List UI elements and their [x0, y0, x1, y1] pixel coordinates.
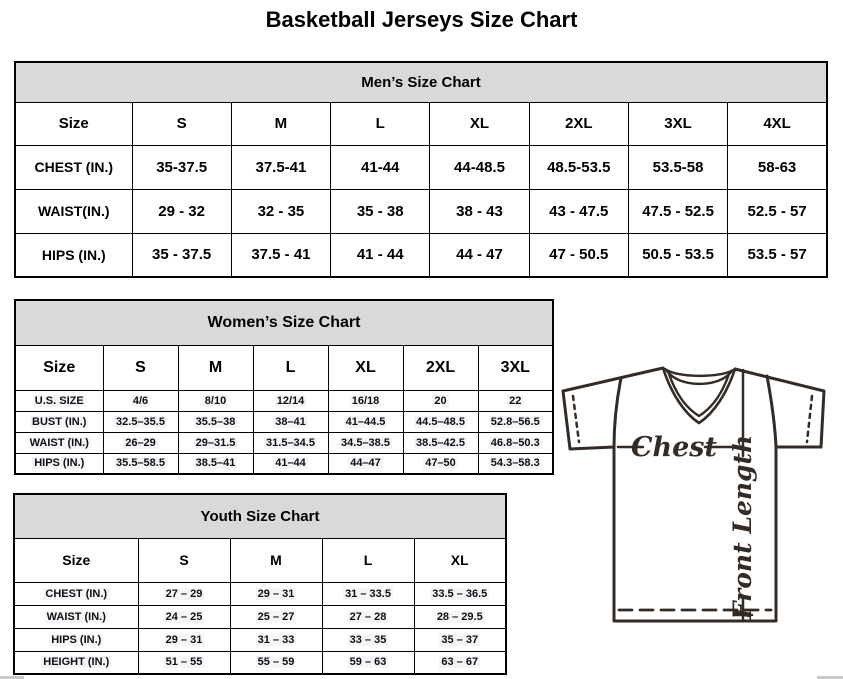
page-title: Basketball Jerseys Size Chart [265, 7, 578, 32]
cell-value: 4/6 [132, 394, 149, 407]
table-cell [253, 453, 328, 474]
table-row [15, 145, 827, 189]
column-header: 3XL [478, 345, 553, 390]
right-sleeve-seam [767, 376, 776, 447]
cell-value: 34.5–38.5 [341, 436, 390, 449]
table-cell [414, 651, 506, 674]
table-cell [230, 651, 322, 674]
column-header: M [231, 102, 330, 145]
row-label-text: HIPS (IN.) [34, 457, 85, 470]
table-cell [728, 233, 827, 277]
cell-value: 8/10 [204, 394, 227, 407]
table-cell [403, 411, 478, 432]
table-cell [230, 605, 322, 628]
cell-value: 35.5–58.5 [116, 457, 165, 470]
table-row [14, 628, 506, 651]
column-header: 4XL [728, 102, 827, 145]
table-cell [103, 453, 178, 474]
table-cell [628, 233, 727, 277]
column-header: 2XL [529, 102, 628, 145]
table-cell [430, 233, 529, 277]
column-header: Size [15, 345, 103, 390]
table-cell [178, 390, 253, 411]
table-cell [328, 411, 403, 432]
column-header: L [322, 538, 414, 582]
table-cell [253, 432, 328, 453]
row-label-text: HIPS (IN.) [51, 633, 102, 646]
row-label-text: WAIST (IN.) [46, 610, 106, 623]
table-cell [529, 189, 628, 233]
table-row [14, 651, 506, 674]
table-cell [478, 390, 553, 411]
table-cell [414, 605, 506, 628]
cell-value: 29 – 31 [257, 587, 295, 600]
table-title: Women’s Size Chart [15, 300, 553, 345]
table-row [15, 233, 827, 277]
cell-value: 37.5 - 41 [251, 246, 311, 264]
cell-value: 26–29 [125, 436, 156, 449]
row-label-text: WAIST (IN.) [29, 436, 89, 449]
cell-value: 31 – 33.5 [345, 587, 391, 600]
table-cell [728, 189, 827, 233]
cell-value: 52.5 - 57 [747, 202, 807, 220]
table-cell [132, 145, 231, 189]
table-cell [478, 411, 553, 432]
table-cell [328, 390, 403, 411]
jersey-diagram-svg [558, 363, 841, 636]
row-label-text: HEIGHT (IN.) [43, 656, 110, 669]
cell-value: 43 - 47.5 [549, 202, 609, 220]
cell-value: 38–41 [275, 415, 306, 428]
cell-value: 46.8–50.3 [490, 436, 540, 449]
cell-value: 24 – 25 [165, 610, 203, 623]
cell-value: 37.5-41 [255, 158, 307, 176]
table-cell [529, 233, 628, 277]
row-label [15, 453, 103, 474]
column-header: XL [328, 345, 403, 390]
table-cell [328, 453, 403, 474]
table-row [15, 189, 827, 233]
table-cell [403, 390, 478, 411]
table-cell [414, 628, 506, 651]
cell-value: 35 - 37.5 [152, 246, 212, 264]
collar-arc-top [665, 369, 733, 376]
table-cell [529, 145, 628, 189]
cell-value: 44–47 [350, 457, 381, 470]
table-cell [178, 453, 253, 474]
column-header: XL [414, 538, 506, 582]
table-row [15, 453, 553, 474]
table-cell [331, 145, 430, 189]
cell-value: 33.5 – 36.5 [432, 587, 488, 600]
table-title: Men’s Size Chart [15, 62, 827, 102]
youth-size-chart [13, 493, 507, 675]
right-sleeve-stitch-line [807, 396, 812, 442]
cell-value: 47 - 50.5 [549, 246, 609, 264]
table-cell [430, 145, 529, 189]
left-sleeve-stitch-line [573, 396, 579, 442]
table-cell [103, 432, 178, 453]
cell-value: 41-44 [361, 158, 400, 176]
row-label-text: WAIST(IN.) [37, 203, 110, 219]
table-cell [628, 189, 727, 233]
table-title: Youth Size Chart [14, 494, 506, 538]
cell-value: 54.3–58.3 [490, 457, 540, 470]
table-cell [331, 233, 430, 277]
table-cell [253, 390, 328, 411]
row-label [15, 145, 132, 189]
front-length-label: Front Length [728, 434, 757, 620]
cell-value: 41 - 44 [356, 246, 404, 264]
table-cell [230, 628, 322, 651]
cell-value: 35-37.5 [156, 158, 208, 176]
column-header: Size [15, 102, 132, 145]
table-cell [322, 628, 414, 651]
table-cell [403, 432, 478, 453]
cell-value: 27 – 29 [165, 587, 203, 600]
row-label [15, 411, 103, 432]
cell-value: 44.5–48.5 [416, 415, 465, 428]
row-label-text: HIPS (IN.) [41, 246, 106, 263]
table-cell [132, 233, 231, 277]
row-label-text: BUST (IN.) [32, 415, 87, 428]
table-cell [478, 453, 553, 474]
cell-value: 58-63 [757, 158, 797, 176]
table-row [15, 432, 553, 453]
table-cell [322, 605, 414, 628]
row-label [15, 390, 103, 411]
jersey-outline [563, 368, 824, 621]
cell-value: 41–44 [275, 457, 306, 470]
column-header: S [103, 345, 178, 390]
cell-value: 12/14 [276, 394, 305, 407]
column-header: S [132, 102, 231, 145]
jersey-measurement-diagram [558, 363, 841, 636]
table-cell [331, 189, 430, 233]
table-row [15, 411, 553, 432]
column-header: M [230, 538, 322, 582]
mens-size-chart [14, 61, 828, 278]
table-cell [138, 582, 230, 605]
cell-value: 53.5-58 [652, 158, 704, 176]
row-label [15, 233, 132, 277]
column-header: 2XL [403, 345, 478, 390]
row-label [14, 651, 138, 674]
cell-value: 63 – 67 [441, 656, 479, 669]
chest-label: Chest [631, 432, 717, 463]
cell-value: 25 – 27 [257, 610, 295, 623]
cell-value: 50.5 - 53.5 [642, 246, 714, 264]
column-header: 3XL [628, 102, 727, 145]
row-label [15, 432, 103, 453]
womens-size-chart [14, 299, 554, 475]
cell-value: 33 – 35 [349, 633, 387, 646]
table-cell [414, 582, 506, 605]
row-label [14, 582, 138, 605]
table-cell [728, 145, 827, 189]
table-cell [628, 145, 727, 189]
column-header: XL [430, 102, 529, 145]
table-cell [231, 233, 330, 277]
cell-value: 22 [509, 394, 522, 407]
cell-value: 31.5–34.5 [266, 436, 315, 449]
cell-value: 44-48.5 [454, 158, 505, 176]
table-cell [322, 651, 414, 674]
table-cell [138, 651, 230, 674]
table-cell [103, 390, 178, 411]
table-cell [138, 605, 230, 628]
table-row [14, 605, 506, 628]
left-sleeve-seam [614, 378, 621, 447]
cell-value: 35.5–38 [195, 415, 236, 428]
column-header: L [331, 102, 430, 145]
table-cell [231, 145, 330, 189]
cell-value: 35 - 38 [356, 202, 404, 220]
cell-value: 38.5–41 [195, 457, 236, 470]
cell-value: 29 - 32 [158, 202, 205, 220]
table-cell [253, 411, 328, 432]
cell-value: 48.5-53.5 [547, 158, 611, 176]
table-cell [430, 189, 529, 233]
table-cell [178, 432, 253, 453]
cell-value: 35 – 37 [441, 633, 479, 646]
column-header: M [178, 345, 253, 390]
row-label [14, 605, 138, 628]
column-header: Size [14, 538, 138, 582]
cell-value: 31 – 33 [257, 633, 295, 646]
row-label [14, 628, 138, 651]
row-label-text: CHEST (IN.) [34, 159, 114, 175]
cell-value: 28 – 29.5 [436, 610, 483, 623]
column-header: S [138, 538, 230, 582]
cell-value: 55 – 59 [257, 656, 295, 669]
cell-value: 27 – 28 [349, 610, 387, 623]
table-cell [322, 582, 414, 605]
row-label-text: U.S. SIZE [34, 394, 84, 407]
cell-value: 41–44.5 [345, 415, 386, 428]
table-cell [328, 432, 403, 453]
cell-value: 47–50 [425, 457, 456, 470]
cell-value: 51 – 55 [165, 656, 203, 669]
column-header: L [253, 345, 328, 390]
row-label [15, 189, 132, 233]
cell-value: 32.5–35.5 [116, 415, 165, 428]
cell-value: 20 [434, 394, 447, 407]
row-label-text: CHEST (IN.) [45, 587, 108, 600]
table-cell [231, 189, 330, 233]
cell-value: 47.5 - 52.5 [642, 202, 714, 220]
cell-value: 38 - 43 [456, 202, 503, 220]
cell-value: 16/18 [351, 394, 380, 407]
cell-value: 59 – 63 [349, 656, 387, 669]
cell-value: 29–31.5 [195, 436, 236, 449]
table-row [14, 582, 506, 605]
cell-value: 32 - 35 [257, 202, 305, 220]
table-cell [478, 432, 553, 453]
cell-value: 29 – 31 [165, 633, 203, 646]
table-cell [178, 411, 253, 432]
table-cell [230, 582, 322, 605]
table-cell [103, 411, 178, 432]
table-row [15, 390, 553, 411]
cell-value: 38.5–42.5 [416, 436, 465, 449]
table-cell [403, 453, 478, 474]
cell-value: 53.5 - 57 [747, 246, 807, 264]
table-cell [132, 189, 231, 233]
table-cell [138, 628, 230, 651]
cell-value: 52.8–56.5 [490, 415, 540, 428]
cell-value: 44 - 47 [456, 246, 503, 264]
